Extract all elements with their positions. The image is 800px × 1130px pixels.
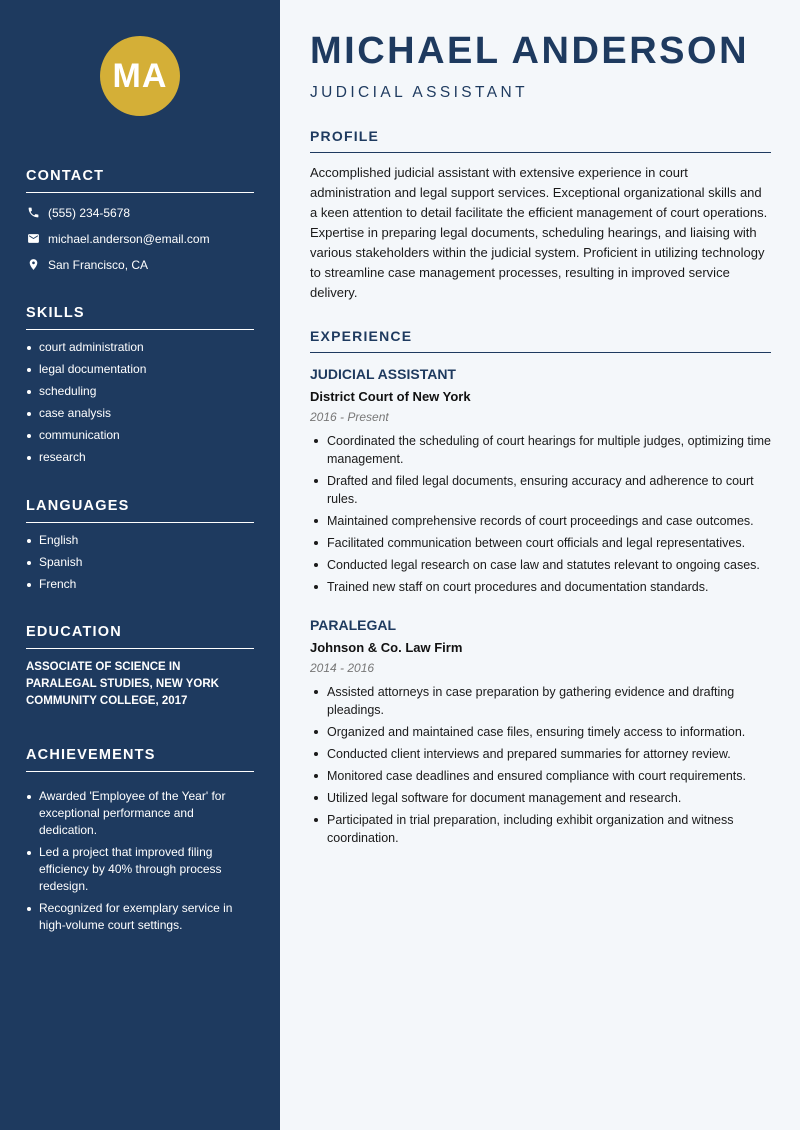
job-title-subtitle: JUDICIAL ASSISTANT xyxy=(310,84,528,101)
experience-heading: EXPERIENCE xyxy=(310,328,771,353)
languages-section xyxy=(26,498,254,598)
list-item: English xyxy=(26,532,254,549)
company-name: District Court of New York xyxy=(310,389,471,404)
education-entry: ASSOCIATE OF SCIENCE IN PARALEGAL STUDIES, NEW YORK COMMUNITY COLLEGE, 2017 xyxy=(26,661,219,707)
list-item: Recognized for exemplary service in high-volume court settings. xyxy=(26,900,254,934)
employment-dates: 2014 - 2016 xyxy=(310,661,375,675)
company-name: Johnson & Co. Law Firm xyxy=(310,640,463,655)
position-title: PARALEGAL xyxy=(310,617,397,633)
contact-phone xyxy=(26,205,254,220)
location-pin-icon xyxy=(26,258,40,272)
achievements-list xyxy=(26,788,254,934)
list-item: communication xyxy=(26,427,254,444)
email-text: michael.anderson@email.com xyxy=(48,231,210,246)
achievements-section xyxy=(26,747,254,939)
education-heading: EDUCATION xyxy=(26,624,254,649)
sidebar xyxy=(0,0,280,1130)
email-icon xyxy=(26,232,40,246)
profile-section xyxy=(310,128,771,303)
languages-heading: LANGUAGES xyxy=(26,498,254,523)
achievements-heading: ACHIEVEMENTS xyxy=(26,747,254,772)
list-item: Spanish xyxy=(26,554,254,571)
skills-heading: SKILLS xyxy=(26,305,254,330)
list-item: Trained new staff on court procedures and documentation standards. xyxy=(310,578,771,596)
responsibilities-list xyxy=(310,432,771,596)
list-item: Coordinated the scheduling of court hearings for multiple judges, optimizing time management. xyxy=(310,432,771,468)
list-item: Assisted attorneys in case preparation by gathering evidence and drafting pleadings. xyxy=(310,683,771,719)
list-item: research xyxy=(26,449,254,466)
list-item: Monitored case deadlines and ensured compliance with court requirements. xyxy=(310,767,771,785)
list-item: Drafted and filed legal documents, ensuring accuracy and adherence to court rules. xyxy=(310,472,771,508)
list-item: Maintained comprehensive records of court proceedings and case outcomes. xyxy=(310,512,771,530)
profile-heading: PROFILE xyxy=(310,128,771,153)
contact-email xyxy=(26,231,254,246)
list-item: Led a project that improved filing efficiency by 40% through process redesign. xyxy=(26,844,254,895)
list-item: court administration xyxy=(26,339,254,356)
list-item: Conducted client interviews and prepared summaries for attorney review. xyxy=(310,745,771,763)
candidate-name: MICHAEL ANDERSON xyxy=(310,30,750,72)
list-item: Participated in trial preparation, including exhibit organization and witness coordination. xyxy=(310,811,771,847)
position-title: JUDICIAL ASSISTANT xyxy=(310,366,456,382)
avatar-initials: MA xyxy=(100,36,180,116)
contact-location xyxy=(26,257,254,272)
skills-list xyxy=(26,339,254,466)
list-item: Awarded 'Employee of the Year' for exceptional performance and dedication. xyxy=(26,788,254,839)
employment-dates: 2016 - Present xyxy=(310,410,389,424)
experience-section xyxy=(310,328,771,353)
education-section xyxy=(26,624,254,710)
list-item: Utilized legal software for document management and research. xyxy=(310,789,771,807)
phone-text: (555) 234-5678 xyxy=(48,205,131,220)
list-item: case analysis xyxy=(26,405,254,422)
experience-entry xyxy=(310,366,771,600)
phone-icon xyxy=(26,206,40,220)
contact-heading: CONTACT xyxy=(26,168,254,193)
list-item: scheduling xyxy=(26,383,254,400)
responsibilities-list xyxy=(310,683,771,847)
list-item: legal documentation xyxy=(26,361,254,378)
experience-entry xyxy=(310,617,771,851)
profile-text: Accomplished judicial assistant with extensive experience in court administration and legal support services. Exceptional organizational skills and a keen attention to detail facilitate the efficient management of court operations. Expertise in preparing legal documents, scheduling hearings, and liaising with various stakeholders within the judicial system. Proficient in utilizing technology to streamline case management processes, resulting in improved service delivery. xyxy=(310,165,768,300)
location-text: San Francisco, CA xyxy=(48,257,149,272)
list-item: Organized and maintained case files, ensuring timely access to information. xyxy=(310,723,771,741)
list-item: French xyxy=(26,576,254,593)
skills-section xyxy=(26,305,254,471)
contact-section xyxy=(26,168,254,272)
list-item: Facilitated communication between court officials and legal representatives. xyxy=(310,534,771,552)
list-item: Conducted legal research on case law and statutes relevant to ongoing cases. xyxy=(310,556,771,574)
languages-list xyxy=(26,532,254,593)
